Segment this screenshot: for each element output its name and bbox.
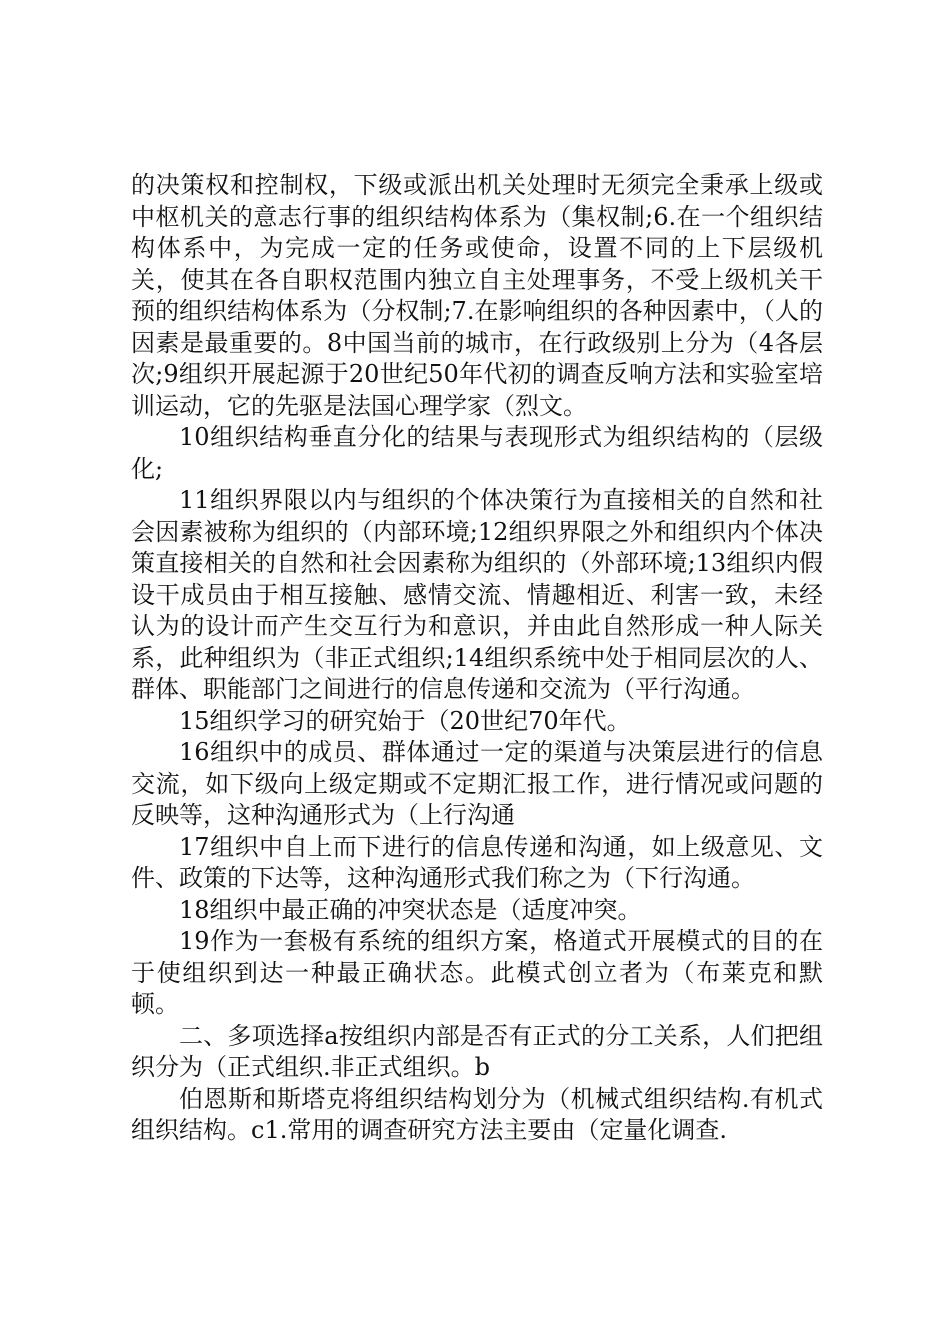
paragraph: 的决策权和控制权，下级或派出机关处理时无须完全秉承上级或中枢机关的意志行事的组织结构体系为（集权制;6.在一个组织结构体系中，为完成一定的任务或使命，设置不同的上下层级机关，使其在各自职权范围内独立自主处理事务，不受上级机关干预的组织结构体系为（分权制;7.在影响组织的各种因素中，（人的因素是最重要的。8中国当前的城市，在行政级别上分为（4各层次;9组织开展起源于20世纪50年代初的调查反响方法和实验室培训运动，它的先驱是法国心理学家（烈文。 xyxy=(131,171,823,420)
paragraph: 伯恩斯和斯塔克将组织结构划分为（机械式组织结构.有机式组织结构。c1.常用的调查研究方法主要由（定量化调查. xyxy=(131,1084,823,1144)
paragraph: 18组织中最正确的冲突状态是（适度冲突。 xyxy=(179,895,642,924)
section-heading-paragraph: 二、多项选择a按组织内部是否有正式的分工关系，人们把组织分为（正式组织.非正式组织。b xyxy=(131,1021,823,1081)
paragraph: 17组织中自上而下进行的信息传递和沟通，如上级意见、文件、政策的下达等，这种沟通形式我们称之为（下行沟通。 xyxy=(131,832,823,892)
document-body xyxy=(131,170,823,1147)
paragraph: 19作为一套极有系统的组织方案，格道式开展模式的目的在于使组织到达一种最正确状态。此模式创立者为（布莱克和默顿。 xyxy=(131,927,823,1018)
paragraph: 15组织学习的研究始于（20世纪70年代。 xyxy=(179,706,631,735)
paragraph: 11组织界限以内与组织的个体决策行为直接相关的自然和社会因素被称为组织的（内部环境;12组织界限之外和组织内个体决策直接相关的自然和社会因素称为组织的（外部环境;13组织内假设干成员由于相互接触、感情交流、情趣相近、利害一致，未经认为的设计而产生交互行为和意识，并由此自然形成一种人际关系，此种组织为（非正式组织;14组织系统中处于相同层次的人、群体、职能部门之间进行的信息传递和交流为（平行沟通。 xyxy=(131,486,823,703)
paragraph: 10组织结构垂直分化的结果与表现形式为组织结构的（层级化; xyxy=(131,423,823,483)
paragraph: 16组织中的成员、群体通过一定的渠道与决策层进行的信息交流，如下级向上级定期或不定期汇报工作，进行情况或问题的反映等，这种沟通形式为（上行沟通 xyxy=(131,738,823,829)
